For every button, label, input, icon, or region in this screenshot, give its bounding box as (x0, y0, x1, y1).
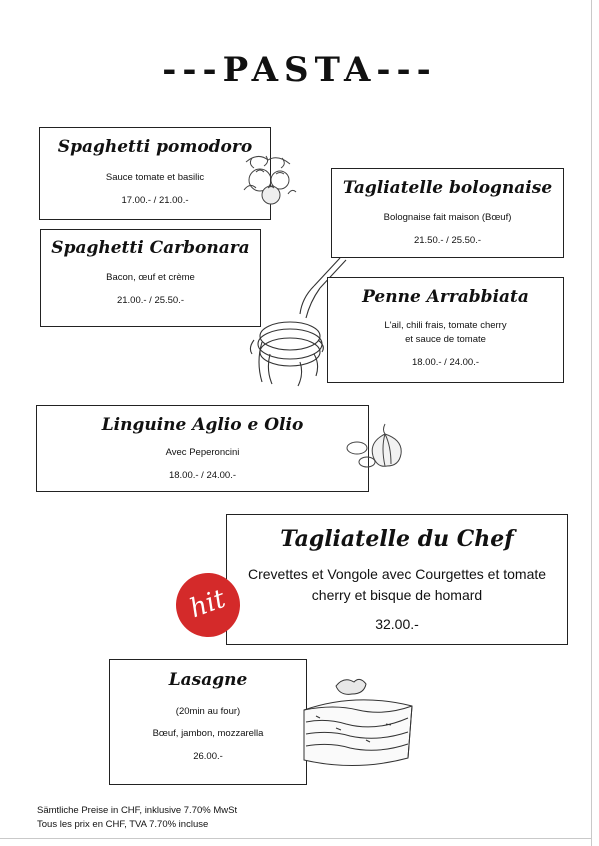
item-description: Sauce tomate et basilic (105, 172, 205, 183)
footer-line-fr: Tous les prix en CHF, TVA 7.70% incluse (37, 819, 209, 830)
menu-item-spaghetti-carbonara (40, 229, 261, 327)
item-note: (20min au four) (175, 706, 241, 717)
item-name: Tagliatelle bolognaise (342, 178, 553, 198)
item-description: Bœuf, jambon, mozzarella (152, 728, 264, 739)
item-name: Tagliatelle du Chef (280, 526, 514, 552)
menu-item-penne-arrabbiata (327, 277, 564, 383)
item-price: 18.00.- / 24.00.- (168, 470, 237, 481)
item-description: Bacon, œuf et crème (106, 272, 195, 283)
item-price: 32.00.- (375, 616, 419, 632)
page-edge (591, 0, 592, 846)
item-price: 21.50.- / 25.50.- (413, 235, 482, 246)
item-name: Linguine Aglio e Olio (101, 415, 304, 435)
menu-item-tagliatelle-du-chef (226, 514, 568, 645)
item-name: Lasagne (168, 670, 248, 690)
item-name: Penne Arrabbiata (362, 287, 529, 307)
lasagne-illustration (296, 676, 420, 772)
tomato-illustration (238, 150, 298, 208)
item-description: Crevettes et Vongole avec Courgettes et tomate cherry et bisque de homard (247, 566, 547, 603)
menu-item-spaghetti-pomodoro (39, 127, 271, 220)
page-edge (0, 838, 592, 839)
menu-item-linguine-aglio-olio (36, 405, 369, 492)
footer-note (37, 804, 237, 832)
item-description: L'ail, chili frais, tomate cherry (384, 320, 507, 331)
menu-item-tagliatelle-bolognaise (331, 168, 564, 258)
item-name: Spaghetti Carbonara (51, 238, 250, 258)
page-title: ---PASTA--- (162, 50, 437, 90)
item-name: Spaghetti pomodoro (57, 137, 253, 157)
item-description: Avec Peperoncini (165, 447, 240, 458)
menu-item-lasagne (109, 659, 307, 785)
footer-line-de: Sämtliche Preise in CHF, inklusive 7.70% MwSt (37, 805, 238, 816)
item-price: 17.00.- / 21.00.- (121, 195, 189, 206)
item-price: 21.00.- / 25.50.- (116, 295, 185, 306)
hit-badge: hit (167, 564, 249, 646)
item-description: et sauce de tomate (405, 334, 486, 345)
item-description: Bolognaise fait maison (Bœuf) (383, 212, 512, 223)
item-price: 26.00.- (193, 751, 223, 762)
garlic-illustration (343, 420, 409, 472)
item-price: 18.00.- / 24.00.- (411, 357, 480, 368)
